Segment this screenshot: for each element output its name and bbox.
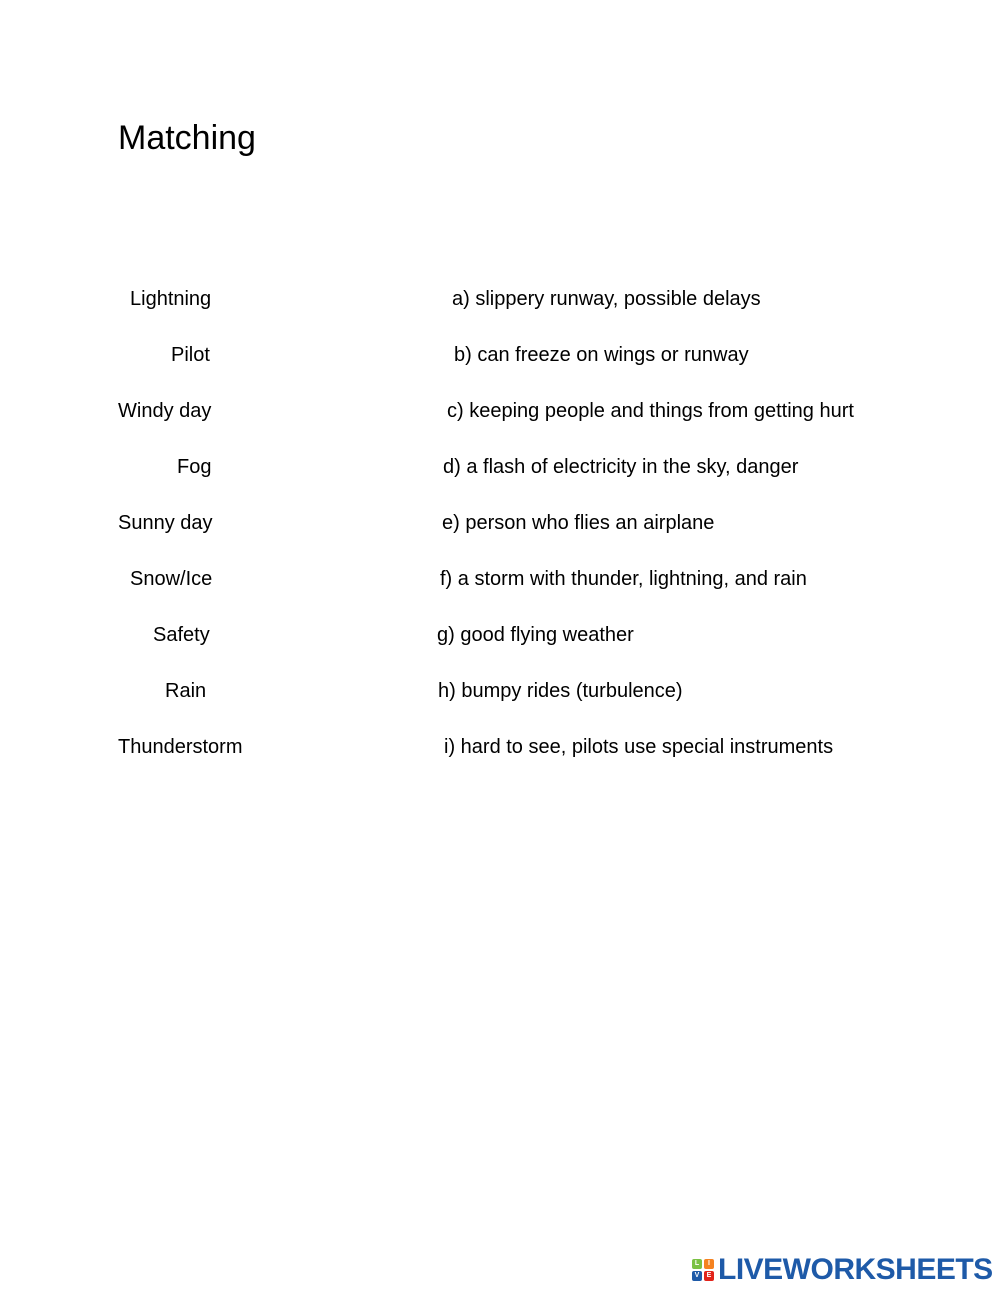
- liveworksheets-wordmark: LIVEWORKSHEETS: [718, 1253, 993, 1286]
- term-thunderstorm: Thunderstorm: [118, 736, 243, 758]
- term-fog: Fog: [177, 456, 212, 478]
- term-rain: Rain: [165, 680, 207, 702]
- liveworksheets-mark-icon: L I V E: [692, 1259, 714, 1281]
- term-lightning: Lightning: [130, 288, 212, 310]
- term-pilot: Pilot: [171, 344, 210, 366]
- page-title: Matching: [118, 119, 256, 157]
- liveworksheets-logo: [692, 1254, 993, 1286]
- definition-c: c) keeping people and things from getting hurt: [447, 400, 854, 422]
- term-sunny-day: Sunny day: [118, 512, 213, 534]
- definition-d: d) a flash of electricity in the sky, danger: [443, 456, 799, 478]
- term-windy-day: Windy day: [118, 400, 212, 422]
- definition-f: f) a storm with thunder, lightning, and rain: [440, 568, 807, 590]
- definition-h: h) bumpy rides (turbulence): [438, 680, 683, 702]
- definition-e: e) person who flies an airplane: [442, 512, 715, 534]
- term-safety: Safety: [153, 624, 210, 646]
- definition-a: a) slippery runway, possible delays: [452, 288, 761, 310]
- term-snow-ice: Snow/Ice: [130, 568, 213, 590]
- definition-b: b) can freeze on wings or runway: [454, 344, 749, 366]
- definition-i: i) hard to see, pilots use special instruments: [444, 736, 834, 758]
- definition-g: g) good flying weather: [437, 624, 634, 646]
